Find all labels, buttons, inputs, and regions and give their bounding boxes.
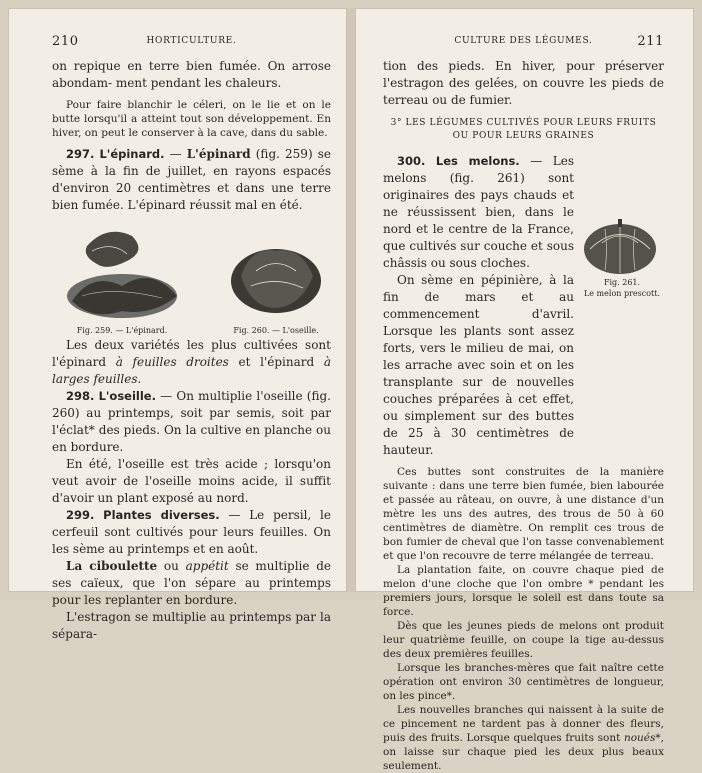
nouvelles-paragraph: Les nouvelles branches qui naissent à la suite de ce pincement ne tardent pas à donner des fleurs, puis des fruits. Lorsque quelques fruits sont noués*, on laisse sur chaque pied les deux plus beaux seulement. [383,704,664,772]
section-300-title: Les melons. [435,154,520,168]
left-running-title: HORTICULTURE. [146,36,237,46]
melon-illustration [580,215,660,277]
section-298-title: L'oseille. [98,389,156,403]
varieties-paragraph: Les deux variétés les plus cultivées sont l'épinard à feuilles droites et l'épinard à larges feuilles. [52,338,331,386]
sorrel-illustration [221,216,331,326]
fig-259-caption: Fig. 259. — L'épinard. [76,326,168,335]
spinach-illustration [52,216,192,326]
section-298: 298. L'oseille. — On multiplie l'oseille (fig. 260) au printemps, soit par semis, soit par l'éclat* des pieds. On la cultive en planche ou en bordure. [52,389,331,454]
section-297-title: L'épinard. [99,147,165,161]
estragon-continued: tion des pieds. En hiver, pour préserver l'estragon des gelées, on couvre les pieds de terreau ou de fumier. [383,59,664,107]
melon-block [383,153,664,459]
left-running-head [52,36,331,50]
left-page [8,8,347,641]
left-content [52,58,331,643]
section-299-title: Plantes diverses. [103,508,220,522]
des-que-paragraph: Dès que les jeunes pieds de melons ont produit leur quatrième feuille, on coupe la tige au-dessus des deux premières feuilles. [383,620,664,660]
section-297: 297. L'épinard. — L'épinard (fig. 259) se sème à la fin de juillet, en rayons espacés d'environ 20 centimètres et dans une terre bien fumée. L'épinard réussit mal en été. [52,147,331,212]
fig-261-caption: Fig. 261. Le melon prescott. [583,278,661,298]
section-299: 299. Plantes diverses. — Le persil, le cerfeuil sont cultivés pour leurs feuilles. On les sème au printemps et en août. [52,508,331,556]
semis-paragraph: On sème en pépinière, à la fin de mars et au commencement d'avril. Lorsque les plants sont assez forts, vers le milieu de mai, on les arrache avec soin et on les transplante sur de nouvelles couches préparées à cet effet, ou simplement sur des buttes de 25 à 30 centimètres de hauteur. [383,273,574,457]
estragon-paragraph: L'estragon se multiplie au printemps par la sépara- [52,610,331,641]
section-heading: 3° LES LÉGUMES CULTIVÉS POUR LEURS FRUITS OU POUR LEURS GRAINES [390,118,657,141]
section-300: 300. Les melons. — Les melons (fig. 261) sont originaires des pays chauds et ne réussissent bien, dans le nord et le centre de la France, que cultivés sur couche et sous châssis ou sous cloches. [383,154,574,270]
left-page-number: 210 [52,34,79,49]
buttes-paragraph: Ces buttes sont construites de la manière suivante : dans une terre bien fumée, bien labourée et passée au râteau, on ouvre, à une distance d'un mètre les uns des autres, des trous de 50 à 60 centimètres de diamètre. On remplit ces trous de bon fumier de cheval que l'on tasse convenablement et que l'on recouvre de terre mélangée de terreau. [383,466,664,562]
figure-260 [221,216,331,335]
right-running-head [383,36,664,50]
ciboulette-paragraph: La ciboulette ou appétit se multiplie de ses caïeux, que l'on sépare au printemps pour les replanter en bordure. [52,559,331,607]
gutter [347,8,355,592]
figure-259 [52,216,192,335]
paragraph: on repique en terre bien fumée. On arrose abondam- ment pendant les chaleurs. [52,59,331,90]
plantation-paragraph: La plantation faite, on couvre chaque pied de melon d'une cloche que l'on ombre * pendant les premiers jours, lorsque le soleil est dans toute sa force. [383,564,664,618]
fig-260-caption: Fig. 260. — L'oseille. [233,326,319,335]
right-running-title: CULTURE DES LÉGUMES. [454,36,593,46]
figures-259-260 [52,216,331,335]
celeri-paragraph: Pour faire blanchir le céleri, on le lie et on le butte lorsqu'il a atteint tout son développement. En hiver, on peut le conserver à la cave, dans du sable. [52,99,331,139]
oseille-paragraph: En été, l'oseille est très acide ; lorsqu'on veut avoir de l'oseille moins acide, il suffit d'avoir un plant exposé au nord. [52,457,331,505]
lorsque-paragraph: Lorsque les branches-mères que fait naître cette opération ont environ 30 centimètres de longueur, on les pince*. [383,662,664,702]
right-content [383,58,664,773]
right-page [355,8,694,772]
figure-261 [580,215,664,459]
right-page-number: 211 [637,34,664,49]
